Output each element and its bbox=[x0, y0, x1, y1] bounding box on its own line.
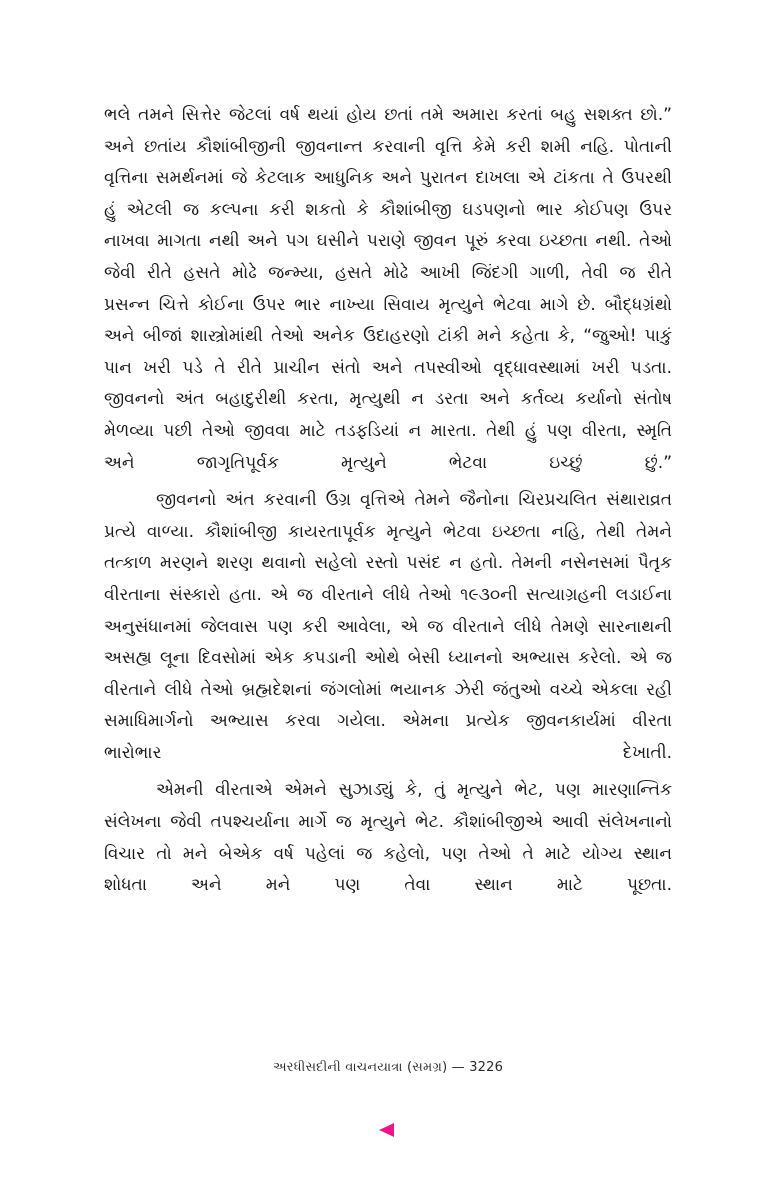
paragraph-1: ભલે તમને સિત્તેર જેટલાં વર્ષ થયાં હોય છતાં તમે અમારા કરતાં બહુ સશક્ત છો.” અને છતાંય કૌશાંબીજીની જીવનાન્ત કરવાની વૃત્તિ કેમે કરી શમી નહિ. પોતાની વૃત્તિના સમર્થનમાં જે કેટલાક આધુનિક અને પુરાતન દાખલા એ ટાંકતા તે ઉપરથી હું એટલી જ કલ્પના કરી શકતો કે કૌશાંબીજી ઘડપણનો ભાર કોઈપણ ઉપર નાખવા માગતા નથી અને પગ ઘસીને પરાણે જીવન પૂરું કરવા ઇચ્છતા નથી. તેઓ જેવી રીતે હસતે મોઢે જન્મ્યા, હસતે મોઢે આખી જિંદગી ગાળી, તેવી જ રીતે પ્રસન્ન ચિત્તે કોઈના ઉપર ભાર નાખ્યા સિવાય મૃત્યુને ભેટવા માગે છે. બૌદ્ધગ્રંથો અને બીજાં શાસ્ત્રોમાંથી તેઓ અનેક ઉદાહરણો ટાંકી મને કહેતા કે, “જુઓ! પાકું પાન ખરી પડે તે રીતે પ્રાચીન સંતો અને તપસ્વીઓ વૃદ્ધાવસ્થામાં ખરી પડતા. જીવનનો અંત બહાદુરીથી કરતા, મૃત્યુથી ન ડરતા અને કર્તવ્ય કર્યાનો સંતોષ મેળવ્યા પછી તેઓ જીવવા માટે તડફડિયાં ન મારતા. તેથી હું પણ વીરતા, સ્મૃતિ અને જાગૃતિપૂર્વક મૃત્યુને ભેટવા ઇચ્છું છું.” bbox=[104, 105, 672, 473]
page-footer: અરધીસદીની વાચનયાત્રા (સમગ્ર) — 3226 bbox=[272, 1060, 504, 1075]
paragraph-2: જીવનનો અંત કરવાની ઉગ્ર વૃત્તિએ તેમને જૈનોના ચિરપ્રચલિત સંથારાવ્રત પ્રત્યે વાળ્યા. કૌશાંબીજી કાયરતાપૂર્વક મૃત્યુને ભેટવા ઇચ્છતા નહિ, તેથી તેમને તત્કાળ મરણને શરણ થવાનો સહેલો રસ્તો પસંદ ન હતો. તેમની નસેનસમાં પૈતૃક વીરતાના સંસ્કારો હતા. એ જ વીરતાને લીધે તેઓ ૧૯૩૦ની સત્યાગ્રહની લડાઈના અનુસંધાનમાં જેલવાસ પણ કરી આવેલા, એ જ વીરતાને લીધે તેમણે સારનાથની અસહ્ય લૂના દિવસોમાં એક કપડાની ઓથે બેસી ધ્યાનનો અભ્યાસ કરેલો. એ જ વીરતાને લીધે તેઓ બ્રહ્મદેશનાં જંગલોમાં ભયાનક ઝેરી જંતુઓ વચ્ચે એકલા રહી સમાધિમાર્ગનો અભ્યાસ કરવા ગયેલા. એમના પ્રત્યેક જીવનકાર્યમાં વીરતા ભારોભાર દેખાતી. bbox=[104, 490, 672, 763]
previous-page-icon[interactable] bbox=[379, 1123, 394, 1137]
body-text bbox=[104, 100, 672, 902]
paragraph-3: એમની વીરતાએ એમને સુઝાડ્યું કે, તું મૃત્યુને ભેટ, પણ મારણાન્તિક સંલેખના જેવી તપશ્ચર્યાના માર્ગે જ મૃત્યુને ભેટ. કૌશાંબીજીએ આવી સંલેખનાનો વિચાર તો મને બેએક વર્ષ પહેલાં જ કહેલો, પણ તેઓ તે માટે યોગ્ય સ્થાન શોધતા અને મને પણ તેવા સ્થાન માટે પૂછતા. bbox=[104, 780, 672, 896]
